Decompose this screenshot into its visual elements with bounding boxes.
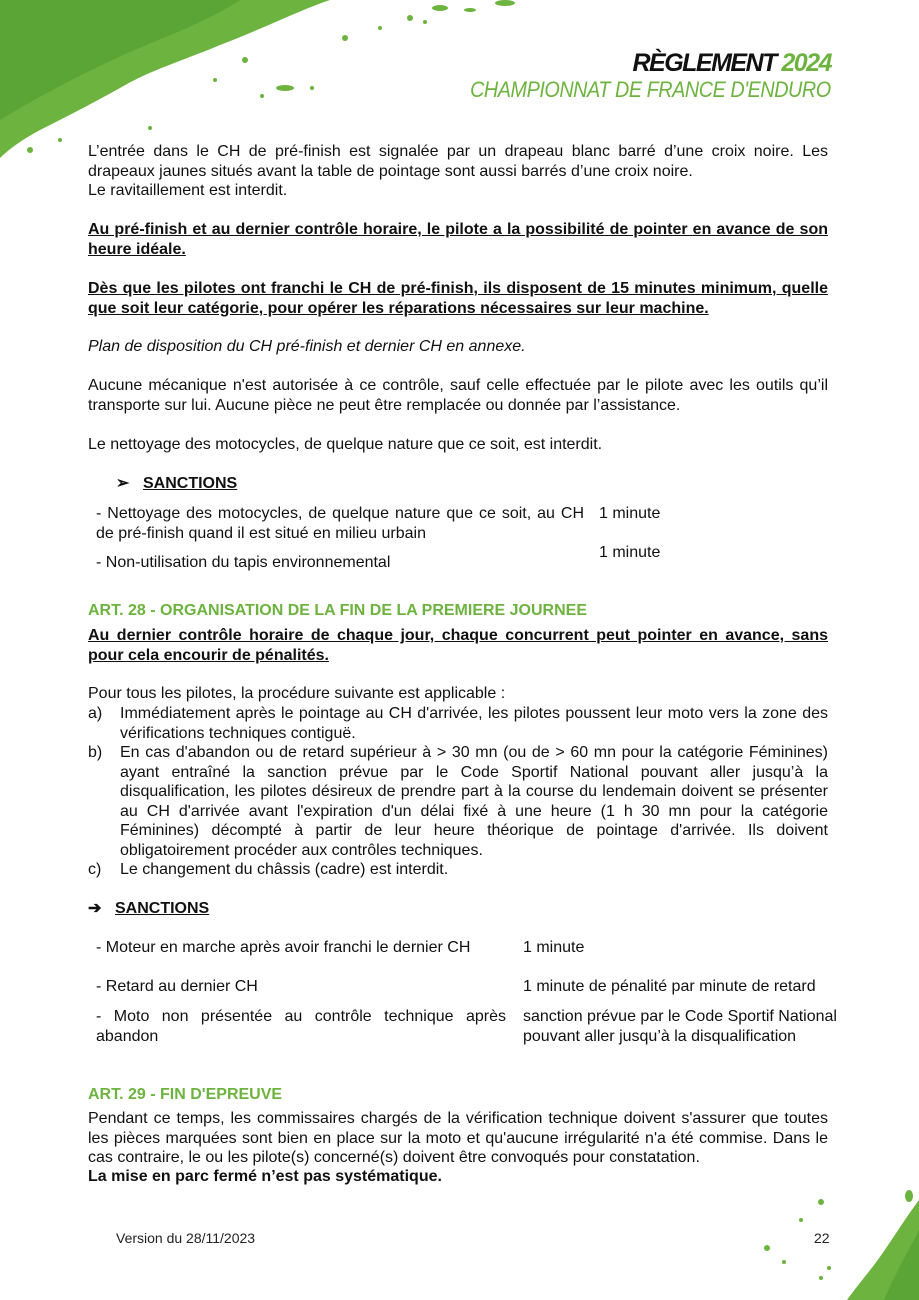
art29-bold-statement: La mise en parc fermé n’est pas systématique. — [88, 1168, 442, 1185]
list-item-a-text: Immédiatement après le pointage au CH d'arrivée, les pilotes poussent leur moto vers la zone des vérifications techniques contiguë. — [120, 705, 828, 742]
bold-arrow-bullet-icon: ➔ — [88, 900, 102, 917]
list-item-b-text: En cas d'abandon ou de retard supérieur à > 30 mn (ou de > 60 mn pour la catégorie Féminines) ayant entraîné la sanction prévue par le Code Sportif National pouvant aller jusqu’à la disqualification, les pilotes désireux de prendre part à la course du lendemain doivent se présenter au CH d'arrivée avant l'expiration d'un délai fixé à une heure (1 h 30 mn pour la catégorie Féminines) décompté à partir de leur heure théorique de pointage d'arrivée. Ils doivent obligatoirement procéder aux contrôles techniques. — [120, 744, 828, 859]
art28-bold-intro: Au dernier contrôle horaire de chaque jour, chaque concurrent peut pointer en avance, sans pour cela encourir de pénalités. — [88, 627, 828, 664]
list-item-c-text: Le changement du châssis (cadre) est interdit. — [120, 861, 449, 878]
list-item-b-marker: b) — [88, 744, 103, 761]
sanction-2-row-1-penalty: 1 minute — [523, 939, 585, 956]
header-title-year: 2024 — [781, 49, 831, 77]
intro-italic-paragraph-4: Plan de disposition du CH pré-finish et dernier CH en annexe. — [88, 338, 526, 355]
sanction-2-row-1-text: - Moteur en marche après avoir franchi le dernier CH — [96, 939, 471, 956]
page-number: 22 — [814, 1230, 830, 1246]
art29-heading: ART. 29 - FIN D'EPREUVE — [88, 1086, 283, 1103]
intro-p1b-text: Le ravitaillement est interdit. — [88, 182, 288, 199]
art29-paragraph: Pendant ce temps, les commissaires chargés de la vérification technique doivent s'assurer que toutes les pièces marquées sont bien en place sur la moto et qu'aucune irrégularité n'a été commise. Dans le cas contraire, le ou les pilote(s) concerné(s) doivent être convoqués pour constatation. — [88, 1110, 828, 1166]
sanction-1-row-2-text: - Non-utilisation du tapis environnemental — [96, 554, 391, 571]
list-item-a-marker: a) — [88, 705, 103, 722]
sanction-1-row-1-text: - Nettoyage des motocycles, de quelque nature que ce soit, au CH de pré-finish quand il est situé en milieu urbain — [96, 505, 584, 542]
intro-p1-text: L’entrée dans le CH de pré-finish est signalée par un drapeau blanc barré d’une croix noire. Les drapeaux jaunes situés avant la table de pointage sont aussi barrés d’une croix noire. — [88, 143, 828, 180]
sanctions-heading-1: SANCTIONS — [143, 475, 238, 492]
intro-paragraph-1 — [88, 142, 828, 201]
sanction-2-row-2-penalty: 1 minute de pénalité par minute de retard — [523, 978, 816, 995]
header-title-word: RÈGLEMENT — [632, 49, 776, 77]
sanctions-heading-2: SANCTIONS — [115, 900, 210, 917]
intro-bold-paragraph-2: Au pré-finish et au dernier contrôle horaire, le pilote a la possibilité de pointer en avance de son heure idéale. — [88, 221, 828, 258]
arrow-bullet-icon: ➢ — [116, 475, 130, 492]
sanction-1-row-1-penalty: 1 minute — [599, 505, 661, 522]
sanction-2-row-2-text: - Retard au dernier CH — [96, 978, 258, 995]
sanction-1-row-2-penalty: 1 minute — [599, 544, 661, 561]
intro-paragraph-6: Le nettoyage des motocycles, de quelque nature que ce soit, est interdit. — [88, 436, 603, 453]
list-item-c-marker: c) — [88, 861, 102, 878]
footer-version: Version du 28/11/2023 — [116, 1230, 256, 1246]
header-subtitle: CHAMPIONNAT DE FRANCE D'ENDURO — [470, 77, 831, 102]
sanction-2-row-3-text: - Moto non présentée au contrôle technique après abandon — [96, 1008, 506, 1045]
art28-heading: ART. 28 - ORGANISATION DE LA FIN DE LA PREMIERE JOURNEE — [88, 602, 588, 619]
intro-paragraph-5: Aucune mécanique n'est autorisée à ce contrôle, sauf celle effectuée par le pilote avec les outils qu’il transporte sur lui. Aucune pièce ne peut être remplacée ou donnée par l’assistance. — [88, 377, 828, 414]
header-title — [632, 49, 831, 77]
green-paint-splash-bottom — [759, 1190, 919, 1300]
sanction-2-row-3-penalty: sanction prévue par le Code Sportif National pouvant aller jusqu’à la disqualification — [523, 1008, 837, 1045]
intro-bold-paragraph-3: Dès que les pilotes ont franchi le CH de pré-finish, ils disposent de 15 minutes minimum, quelle que soit leur catégorie, pour opérer les réparations nécessaires sur leur machine. — [88, 280, 828, 317]
art28-lead: Pour tous les pilotes, la procédure suivante est applicable : — [88, 685, 506, 702]
